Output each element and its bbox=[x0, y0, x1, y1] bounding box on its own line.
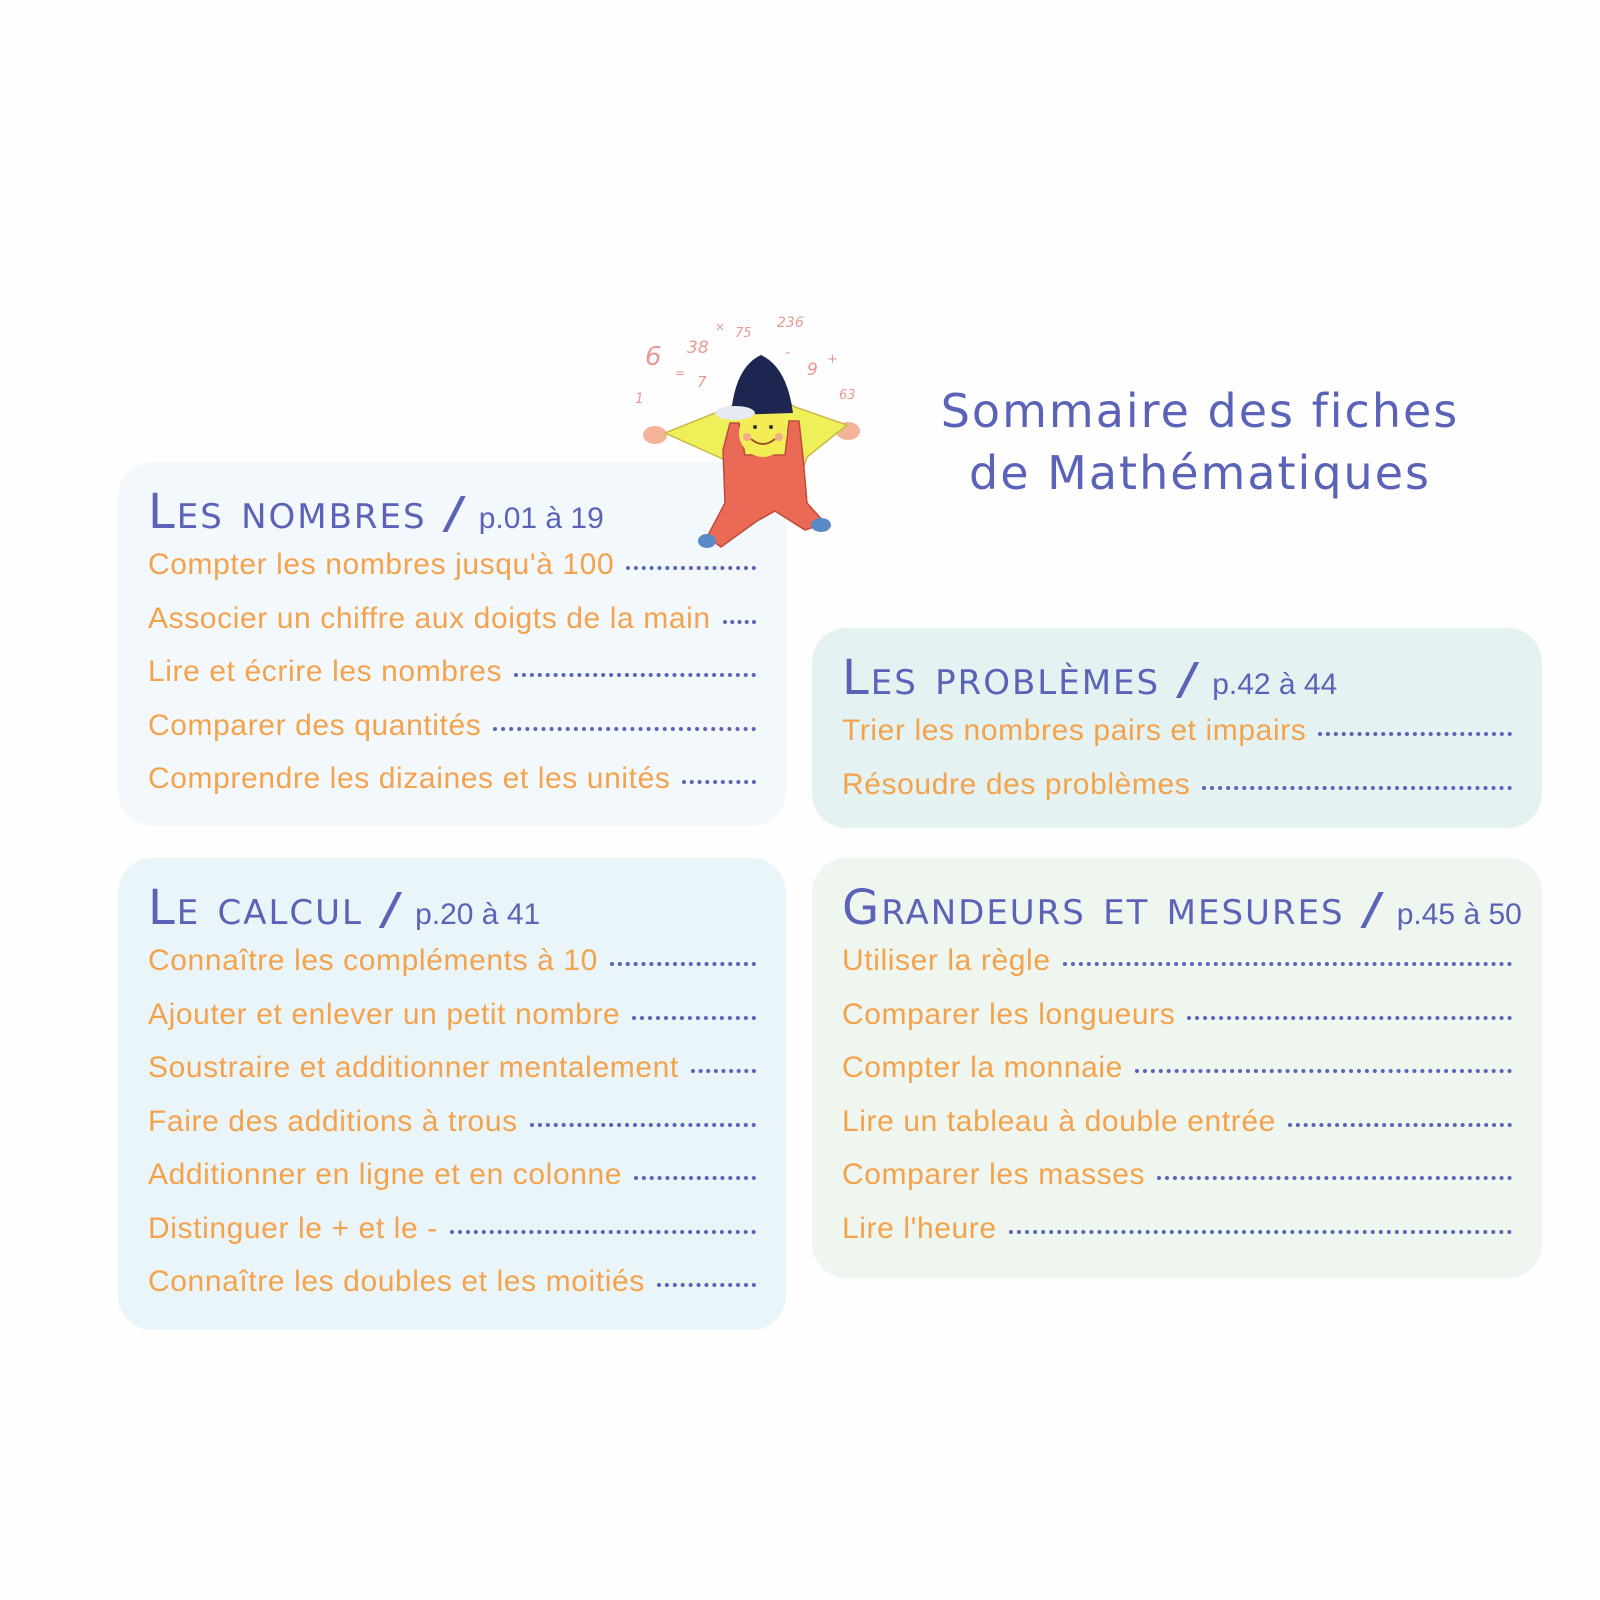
floating-number: 63 bbox=[839, 388, 856, 403]
section-page-range: p.01 à 19 bbox=[478, 502, 604, 535]
floating-number: = bbox=[675, 366, 686, 380]
toc-item[interactable] bbox=[842, 714, 1512, 768]
section-card-le-calcul bbox=[118, 858, 786, 1330]
leader-dots bbox=[723, 620, 756, 624]
section-heading bbox=[842, 650, 1512, 714]
floating-number: × bbox=[715, 320, 726, 334]
toc-item-label: Trier les nombres pairs et impairs bbox=[842, 714, 1307, 747]
toc-item-label: Comparer les masses bbox=[842, 1158, 1146, 1191]
section-card-les-problemes bbox=[812, 628, 1542, 828]
floating-number: 6 bbox=[645, 342, 662, 372]
page-title bbox=[920, 380, 1480, 504]
leader-dots bbox=[1135, 1069, 1512, 1073]
floating-number: 9 bbox=[807, 360, 818, 380]
section-title: Les nombres bbox=[148, 484, 427, 540]
section-item-list bbox=[842, 944, 1512, 1265]
leader-dots bbox=[450, 1230, 756, 1234]
leader-dots bbox=[634, 1176, 756, 1180]
section-page-range: p.42 à 44 bbox=[1212, 668, 1338, 701]
toc-item[interactable] bbox=[842, 944, 1512, 998]
toc-item[interactable] bbox=[148, 655, 756, 709]
left-hand bbox=[643, 426, 667, 444]
toc-item-label: Lire et écrire les nombres bbox=[148, 655, 503, 688]
toc-item-label: Lire l'heure bbox=[842, 1211, 997, 1245]
section-title: Le calcul bbox=[148, 880, 363, 936]
leader-dots bbox=[1009, 1230, 1512, 1234]
section-heading bbox=[842, 880, 1522, 944]
toc-item-label: Résoudre des problèmes bbox=[842, 767, 1191, 801]
toc-item-label: Compter les nombres jusqu'à 100 bbox=[148, 548, 615, 581]
toc-item[interactable] bbox=[148, 1212, 756, 1266]
floating-number: 7 bbox=[697, 373, 707, 391]
leader-dots bbox=[691, 1069, 756, 1073]
floating-number: 1 bbox=[635, 391, 644, 407]
section-item-list bbox=[842, 714, 1512, 821]
section-separator: / bbox=[383, 884, 400, 935]
toc-item-label: Comparer les longueurs bbox=[842, 997, 1176, 1031]
toc-item[interactable] bbox=[842, 998, 1512, 1052]
toc-item[interactable] bbox=[842, 1105, 1512, 1159]
section-heading bbox=[148, 880, 756, 944]
mascot-cheek bbox=[743, 433, 751, 441]
leader-dots bbox=[682, 780, 756, 784]
section-item-list bbox=[148, 548, 756, 816]
section-separator: / bbox=[1364, 884, 1381, 935]
floating-number: + bbox=[827, 352, 838, 367]
leader-dots bbox=[1063, 962, 1512, 966]
mascot-hat-brim bbox=[715, 406, 755, 420]
section-separator: / bbox=[1180, 654, 1197, 705]
section-separator: / bbox=[446, 488, 463, 539]
toc-item[interactable] bbox=[842, 768, 1512, 822]
leader-dots bbox=[657, 1283, 756, 1287]
leader-dots bbox=[1202, 786, 1512, 790]
leader-dots bbox=[626, 566, 756, 570]
toc-item[interactable] bbox=[148, 998, 756, 1052]
toc-item-label: Compter la monnaie bbox=[842, 1051, 1123, 1084]
floating-number: 75 bbox=[735, 326, 752, 341]
page-title-line-1: Sommaire des fiches bbox=[940, 384, 1460, 438]
toc-item[interactable] bbox=[148, 1158, 756, 1212]
toc-item-label: Utiliser la règle bbox=[842, 944, 1051, 977]
mascot-eye bbox=[769, 425, 773, 429]
toc-item-label: Connaître les compléments à 10 bbox=[148, 944, 598, 977]
toc-item-label: Ajouter et enlever un petit nombre bbox=[148, 997, 621, 1031]
leader-dots bbox=[493, 727, 756, 731]
toc-item[interactable] bbox=[842, 1051, 1512, 1105]
section-page-range: p.20 à 41 bbox=[415, 898, 541, 931]
toc-item-label: Comparer des quantités bbox=[148, 708, 482, 742]
toc-item[interactable] bbox=[148, 1265, 756, 1319]
leader-dots bbox=[514, 673, 756, 677]
floating-number: 236 bbox=[777, 315, 804, 331]
leader-dots bbox=[1157, 1176, 1512, 1180]
toc-item-label: Soustraire et additionner mentalement bbox=[148, 1051, 679, 1084]
toc-item-label: Comprendre les dizaines et les unités bbox=[148, 762, 671, 795]
page-title-line-2: de Mathématiques bbox=[969, 446, 1431, 500]
toc-item[interactable] bbox=[842, 1158, 1512, 1212]
leader-dots bbox=[1187, 1016, 1512, 1020]
toc-item[interactable] bbox=[148, 709, 756, 763]
leader-dots bbox=[632, 1016, 756, 1020]
mascot-hat bbox=[731, 355, 793, 415]
mascot-cheek bbox=[775, 433, 783, 441]
toc-item[interactable] bbox=[148, 762, 756, 816]
leader-dots bbox=[1288, 1123, 1512, 1127]
floating-number: 38 bbox=[687, 338, 709, 358]
toc-item[interactable] bbox=[148, 1051, 756, 1105]
star-mascot-illustration bbox=[635, 315, 885, 565]
section-title: Les problèmes bbox=[842, 650, 1161, 706]
section-page-range: p.45 à 50 bbox=[1396, 898, 1522, 931]
floating-number: - bbox=[785, 345, 791, 361]
toc-item-label: Connaître les doubles et les moitiés bbox=[148, 1265, 645, 1298]
section-title: Grandeurs et mesures bbox=[842, 880, 1345, 936]
section-card-grandeurs-et-mesures bbox=[812, 858, 1542, 1278]
toc-item[interactable] bbox=[148, 1105, 756, 1159]
toc-item[interactable] bbox=[148, 602, 756, 656]
left-foot bbox=[698, 534, 716, 548]
leader-dots bbox=[530, 1123, 756, 1127]
toc-item[interactable] bbox=[842, 1212, 1512, 1266]
mascot-eye bbox=[753, 425, 757, 429]
toc-item-label: Faire des additions à trous bbox=[148, 1104, 518, 1138]
leader-dots bbox=[1318, 732, 1512, 736]
right-foot bbox=[811, 518, 831, 532]
toc-item-label: Associer un chiffre aux doigts de la main bbox=[148, 601, 711, 635]
toc-item-label: Distinguer le + et le - bbox=[148, 1211, 438, 1245]
toc-item-label: Lire un tableau à double entrée bbox=[842, 1104, 1276, 1138]
leader-dots bbox=[610, 962, 756, 966]
toc-item[interactable] bbox=[148, 944, 756, 998]
section-item-list bbox=[148, 944, 756, 1319]
toc-item-label: Additionner en ligne et en colonne bbox=[148, 1158, 623, 1191]
